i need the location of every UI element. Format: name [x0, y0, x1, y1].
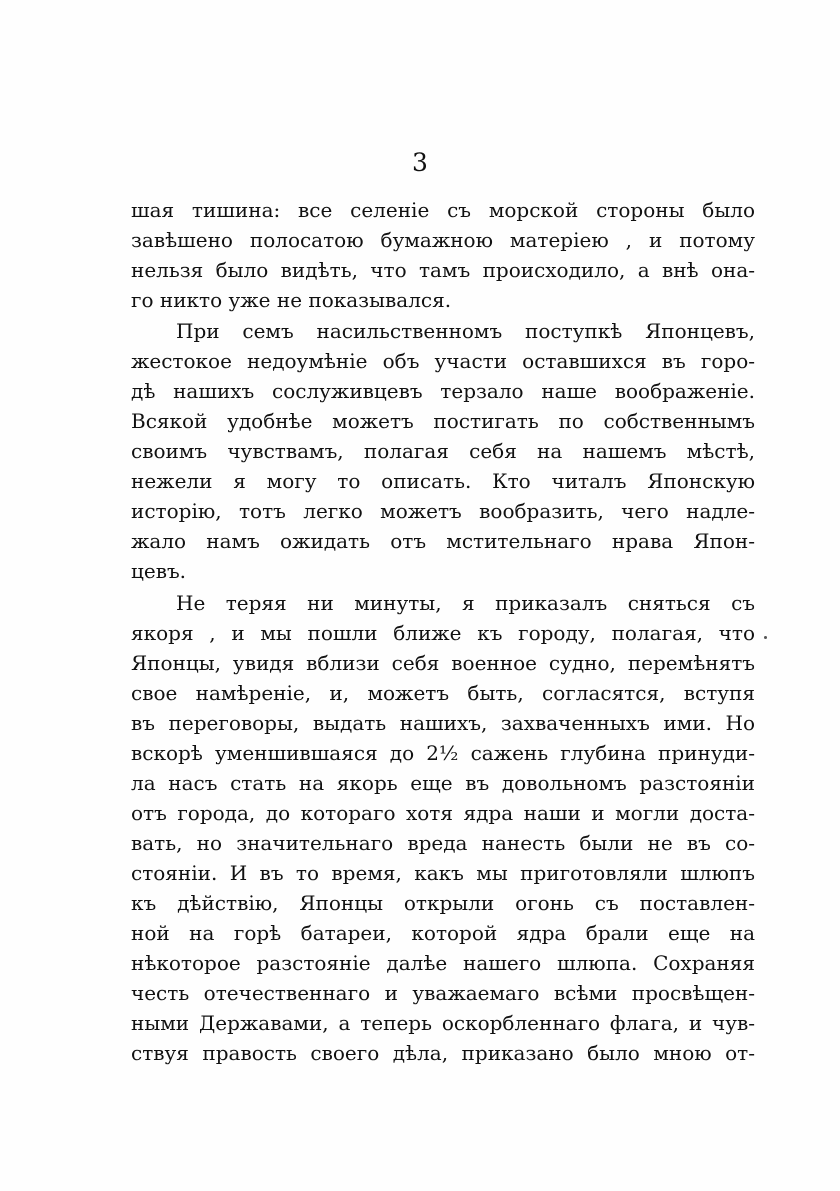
page-number: 3	[412, 148, 428, 177]
paragraph-first-line: При семъ насильственномъ поступкѣ Японцевъ,	[176, 319, 755, 343]
text-line: ла насъ стать на якорь еще въ довольномъ разстоянiи	[131, 771, 755, 795]
text-line: ными Державами, а теперь оскорбленнаго флага, и чув-	[131, 1011, 755, 1035]
paragraph-first-line: Не теряя ни минуты, я приказалъ сняться съ	[176, 591, 755, 615]
text-line: въ переговоры, выдать нашихъ, захваченныхъ ими. Но	[131, 711, 755, 735]
text-line: нельзя было видѣть, что тамъ происходило, а внѣ она-	[131, 258, 755, 282]
text-line: отъ города, до котораго хотя ядра наши и могли доста-	[131, 801, 755, 825]
text-line: якоря , и мы пошли ближе къ городу, полагая, что	[131, 621, 755, 645]
text-line: нежели я могу то описать. Кто читалъ Японскую	[131, 469, 755, 493]
text-line: нѣкоторое разстоянiе далѣе нашего шлюпа. Сохраняя	[131, 951, 755, 975]
text-line: честь отечественнаго и уважаемаго всѣми просвѣщен-	[131, 981, 755, 1005]
text-line: стоянiи. И въ то время, какъ мы приготовляли шлюпъ	[131, 861, 755, 885]
text-line: шая тишина: все селенiе съ морской стороны было	[131, 198, 755, 222]
text-line: ной на горѣ батареи, которой ядра брали еще на	[131, 921, 755, 945]
text-line: цевъ.	[131, 559, 187, 583]
ink-speck	[764, 636, 767, 639]
text-line: вать, но значительнаго вреда нанесть были не въ со-	[131, 831, 755, 855]
text-line: завѣшено полосатою бумажною матерiею , и потому	[131, 228, 755, 252]
text-line: къ дѣйствiю, Японцы открыли огонь съ поставлен-	[131, 891, 755, 915]
text-line: жестокое недоумѣнiе объ участи оставшихся въ горо-	[131, 349, 755, 373]
text-line: свое намѣренiе, и, можетъ быть, согласятся, вступя	[131, 681, 755, 705]
text-line: своимъ чувствамъ, полагая себя на нашемъ мѣстѣ,	[131, 439, 755, 463]
text-line: дѣ нашихъ сослуживцевъ терзало наше воображенiе.	[131, 379, 755, 403]
text-line: вскорѣ уменшившаяся до 2½ сажень глубина принуди-	[131, 741, 755, 765]
text-line: жало намъ ожидать отъ мстительнаго нрава Япон-	[131, 529, 755, 553]
text-line: го никто уже не показывался.	[131, 288, 452, 312]
text-line: ствуя правость своего дѣла, приказано было мною от-	[131, 1041, 755, 1065]
text-line: исторiю, тотъ легко можетъ вообразить, чего надле-	[131, 499, 755, 523]
text-line: Всякой удобнѣе можетъ постигать по собственнымъ	[131, 409, 755, 433]
text-line: Японцы, увидя вблизи себя военное судно, перемѣнятъ	[131, 651, 755, 675]
